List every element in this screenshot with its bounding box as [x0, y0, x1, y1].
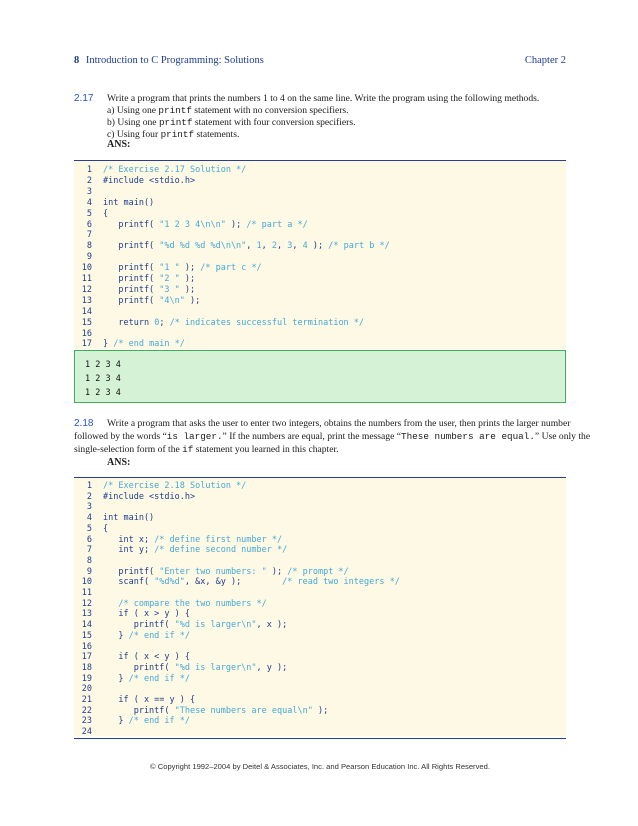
code-keyword: if: [182, 444, 194, 455]
listing-2-18-code-line: } /* end if */: [103, 630, 191, 641]
answer-label-2-18: ANS:: [107, 457, 131, 468]
listing-2-18-line-number: 13: [81, 609, 92, 620]
listing-2-17-code-line: printf( "2 " );: [103, 274, 196, 284]
text-segment: statement with four conversion specifiers.: [192, 117, 356, 128]
text-segment: a) Using one: [107, 105, 159, 116]
listing-2-17-code-line: printf( "1 " ); /* part c */: [103, 263, 262, 274]
listing-2-18-line-number: 21: [81, 695, 92, 705]
listing-2-18-code-line: printf( "Enter two numbers: " ); /* prompt */: [103, 566, 349, 577]
listing-2-18-line-number: 24: [81, 727, 92, 738]
code-listing-2-18: [74, 478, 566, 736]
chapter-label: Chapter 2: [524, 55, 566, 66]
listing-2-17-line-number: 6: [86, 219, 92, 230]
copyright-footer: © Copyright 1992–2004 by Deitel & Associates, Inc. and Pearson Education Inc. All Rights Reserved.: [150, 762, 490, 771]
text-segment: ” Use only the: [534, 431, 591, 442]
listing-2-18-code-line: printf( "These numbers are equal\n" );: [103, 705, 329, 716]
listing-2-17-line-number: 10: [81, 263, 92, 274]
exercise-2-17-intro: Write a program that prints the numbers 1 to 4 on the same line. Write the program using the following methods.: [107, 93, 540, 104]
listing-2-18-line-number: 11: [81, 588, 92, 598]
listing-2-17-code-line: return 0; /* indicates successful termination */: [103, 317, 365, 328]
exercise-2-17-item: [107, 117, 356, 128]
text-segment: followed by the words “: [74, 431, 167, 442]
program-output-2-17: [74, 350, 566, 403]
listing-2-18-code-line: scanf( "%d%d", &x, &y ); /* read two integers */: [103, 577, 400, 588]
listing-2-18-code-line: int x; /* define first number */: [103, 534, 283, 545]
listing-2-17-line-number: 14: [81, 306, 92, 317]
text-segment: ” If the numbers are equal, print the message “: [222, 431, 402, 442]
listing-2-18-line-number: 10: [81, 577, 92, 588]
listing-2-17-code-line: } /* end main */: [103, 339, 185, 350]
text-segment: single-selection form of the: [74, 444, 183, 455]
listing-2-18-line-number: 23: [81, 716, 92, 727]
listing-2-18-code-line: /* compare the two numbers */: [118, 598, 267, 609]
listing-2-18-line-number: 16: [81, 641, 92, 652]
listing-2-17-code-line: printf( "%d %d %d %d\n\n", 1, 2, 3, 4 ); /* part b */: [103, 241, 390, 252]
exercise-number-2-18: 2.18: [74, 418, 94, 429]
listing-2-17-code-line: int main(): [103, 197, 155, 208]
exercise-2-18-line-2: [74, 431, 590, 444]
code-keyword: printf: [158, 117, 193, 128]
listing-2-17-code-line: printf( "3 " );: [103, 284, 196, 295]
listing-2-18-code-line: int y; /* define second number */: [103, 545, 288, 556]
listing-2-18-code-line: {: [103, 523, 109, 534]
page-header: [74, 55, 566, 69]
code-phrase: is larger.: [166, 431, 223, 442]
listing-2-17-line-number: 5: [86, 208, 92, 219]
listing-2-17-line-number: 7: [86, 230, 92, 241]
code-listing-2-17: [74, 161, 566, 349]
listing-2-18-line-number: 7: [86, 545, 92, 556]
listing-2-18-code-line: /* Exercise 2.18 Solution */: [103, 481, 247, 491]
listing-2-18-line-number: 5: [86, 523, 92, 534]
listing-2-18-line-number: 6: [86, 534, 92, 545]
listing-2-18-code-line: if ( x == y ) {: [103, 695, 196, 705]
listing-2-18-line-number: 14: [81, 620, 92, 631]
listing-2-17-line-number: 9: [86, 252, 92, 263]
book-title: Introduction to C Programming: Solutions: [85, 55, 264, 66]
listing-2-18-line-number: 15: [81, 630, 92, 641]
listing-2-17-code-line: printf( "1 2 3 4\n\n" ); /* part a */: [103, 219, 308, 230]
listing-2-17-code-line: {: [103, 208, 109, 219]
exercise-2-18-line-1: Write a program that asks the user to enter two integers, obtains the numbers from the user, then prints the larger number: [107, 418, 571, 429]
listing-2-17-line-number: 1: [86, 165, 92, 175]
listing-2-17-line-number: 17: [81, 339, 92, 350]
listing-2-18-line-number: 19: [81, 673, 92, 684]
listing-2-17-code-line: printf( "4\n" );: [103, 295, 201, 306]
listing-2-18-code-line: } /* end if */: [103, 716, 191, 727]
code-keyword: printf: [160, 129, 195, 140]
exercise-2-18-line-3: [74, 444, 339, 457]
text-segment: statement with no conversion specifiers.: [191, 105, 349, 116]
code-keyword: printf: [158, 105, 192, 116]
listing-2-17-code-line: /* Exercise 2.17 Solution */: [103, 165, 247, 175]
listing-2-18-code-line: printf( "%d is larger\n", x );: [103, 620, 288, 631]
listing-2-17-code-line: #include <stdio.h>: [103, 175, 196, 186]
listing-2-17-line-number: 11: [81, 274, 92, 284]
listing-2-18-code-line: printf( "%d is larger\n", y );: [103, 662, 288, 673]
listing-2-18-line-number: 9: [86, 566, 92, 577]
listing-2-18-line-number: 17: [81, 652, 92, 663]
listing-2-18-line-number: 8: [86, 555, 92, 566]
listing-2-18-line-number: 12: [81, 598, 92, 609]
listing-2-18-code-line: int main(): [103, 513, 155, 524]
output-line: 1 2 3 4: [85, 360, 121, 370]
listing-2-18-code-line: } /* end if */: [103, 673, 191, 684]
text-segment: statements.: [194, 129, 240, 140]
code-phrase: These numbers are equal.: [401, 431, 535, 442]
listing-2-17-line-number: 8: [86, 241, 92, 252]
output-line: 1 2 3 4: [85, 374, 121, 384]
listing-2-18-code-line: if ( x > y ) {: [103, 609, 190, 620]
listing-2-18-code-line: #include <stdio.h>: [103, 491, 196, 502]
answer-label-2-17: ANS:: [107, 139, 131, 150]
text-segment: b) Using one: [107, 117, 159, 128]
listing-2-18-line-number: 18: [81, 662, 92, 673]
page-number: 8: [74, 55, 80, 66]
listing-2-18-code-line: if ( x < y ) {: [103, 652, 190, 663]
text-segment: c) Using four: [107, 129, 161, 140]
listing-2-17-line-number: 4: [86, 197, 92, 208]
text-segment: statement you learned in this chapter.: [193, 444, 339, 455]
listing-2-17-line-number: 12: [81, 284, 92, 295]
listing-2-18-line-number: 4: [86, 513, 92, 524]
listing-2-17-line-number: 13: [81, 295, 92, 306]
listing-2-17-line-number: 15: [81, 317, 92, 328]
listing-2-18-line-number: 1: [86, 481, 92, 491]
output-line: 1 2 3 4: [85, 388, 121, 398]
listing-2-18-line-number: 2: [86, 491, 92, 502]
listing-2-17-line-number: 16: [81, 328, 92, 339]
listing-2-17-line-number: 3: [86, 186, 92, 197]
listing-2-17-line-number: 2: [86, 175, 92, 186]
exercise-2-17-item: [107, 105, 349, 116]
listing-2-18-line-number: 3: [86, 502, 92, 513]
listing-2-18-line-number: 22: [81, 705, 92, 716]
code-bottom-rule-2-18: [74, 738, 566, 739]
listing-2-18-line-number: 20: [81, 684, 92, 695]
exercise-number-2-17: 2.17: [74, 93, 94, 104]
